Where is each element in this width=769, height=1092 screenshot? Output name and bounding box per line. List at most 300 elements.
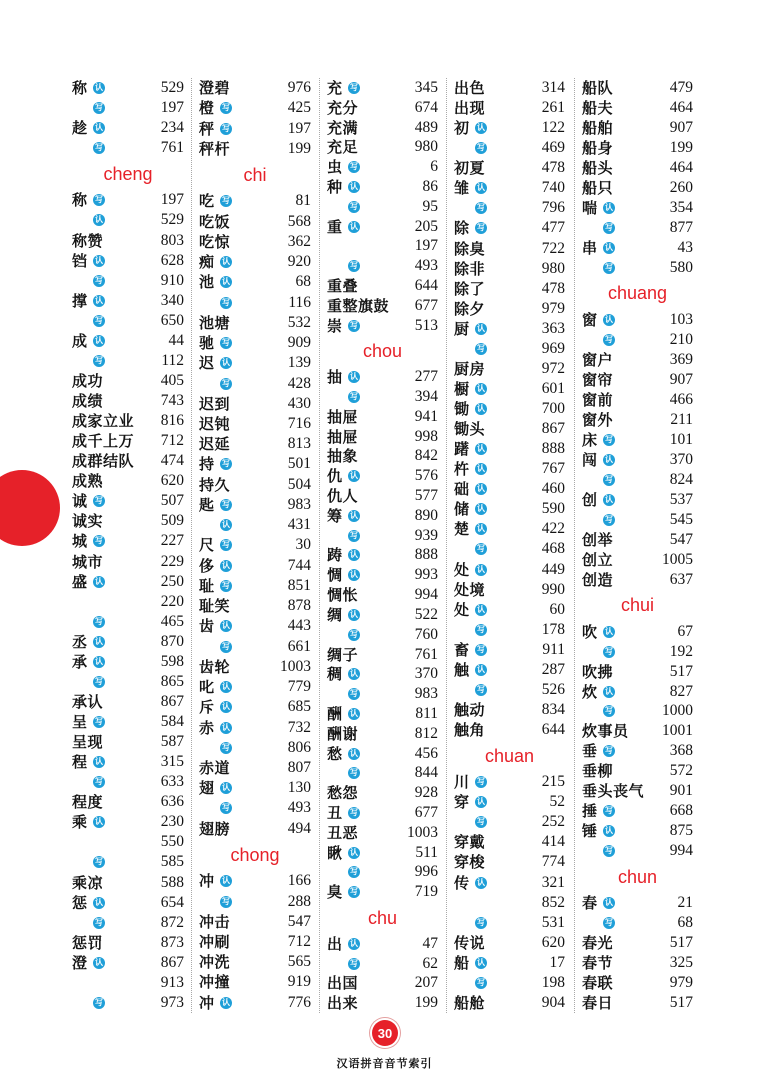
index-entry [72, 913, 184, 933]
entry-page-number: 260 [669, 178, 693, 196]
entry-page-number: 890 [414, 506, 438, 524]
index-entry [72, 491, 184, 511]
index-entry [199, 212, 311, 232]
entry-page-number: 867 [160, 692, 184, 710]
entry-page-number: 507 [160, 492, 184, 510]
index-entry [199, 292, 311, 312]
entry-word: 船身 [582, 138, 614, 157]
entry-page-number: 980 [541, 259, 565, 277]
index-entry [199, 697, 311, 717]
entry-page-number: 469 [541, 139, 565, 157]
index-entry [72, 311, 184, 331]
entry-word: 锄 [454, 400, 470, 419]
write-badge: 写 [477, 223, 485, 233]
index-entry [72, 431, 184, 451]
column-divider [446, 78, 447, 1013]
entry-page-number: 44 [168, 331, 184, 349]
write-badge: 写 [222, 742, 230, 752]
recognize-badge: 认 [222, 560, 230, 570]
entry-page-number: 443 [287, 617, 311, 635]
entry-page-number: 712 [160, 432, 184, 450]
entry-word: 船只 [582, 178, 614, 197]
entry-page-number: 774 [541, 853, 565, 871]
recognize-badge: 认 [605, 898, 613, 908]
index-entry [327, 466, 438, 486]
index-entry [72, 391, 184, 411]
entry-page-number: 1005 [662, 550, 693, 568]
entry-page-number: 478 [541, 279, 565, 297]
entry-page-number: 722 [541, 239, 565, 257]
index-entry [327, 506, 438, 526]
entry-word: 酬谢 [327, 724, 359, 743]
entry-page-number: 844 [414, 764, 438, 782]
index-entry [454, 198, 565, 218]
recognize-badge: 认 [477, 404, 485, 414]
entry-word: 穿梭 [454, 853, 486, 872]
write-badge: 写 [95, 275, 103, 285]
entry-page-number: 996 [414, 863, 438, 881]
entry-word: 迟钝 [199, 415, 231, 433]
write-badge: 写 [477, 777, 485, 787]
entry-page-number: 428 [287, 374, 311, 392]
entry-page-number: 81 [295, 192, 311, 210]
index-entry [454, 118, 565, 138]
write-badge: 写 [222, 803, 230, 813]
entry-page-number: 812 [414, 724, 438, 742]
index-entry [454, 399, 565, 419]
entry-page-number: 493 [287, 799, 311, 817]
index-entry [327, 118, 438, 138]
index-entry [72, 531, 184, 551]
index-entry [327, 565, 438, 585]
index-entry [72, 190, 184, 210]
index-entry [582, 913, 693, 933]
entry-page-number: 531 [541, 913, 565, 931]
entry-page-number: 362 [287, 232, 311, 250]
entry-page-number: 103 [669, 310, 693, 328]
entry-page-number: 425 [287, 99, 311, 117]
entry-page-number: 261 [541, 99, 565, 117]
entry-word: 驰 [199, 334, 215, 353]
index-entry [582, 258, 693, 278]
syllable-heading: chi [243, 164, 267, 185]
index-entry [199, 556, 311, 576]
entry-page-number: 466 [669, 390, 693, 408]
entry-page-number: 139 [287, 354, 311, 372]
write-badge: 写 [222, 499, 230, 509]
entry-page-number: 547 [669, 530, 693, 548]
index-entry [199, 252, 311, 272]
recognize-badge: 认 [95, 335, 103, 345]
index-entry [582, 993, 693, 1013]
index-entry [72, 331, 184, 351]
index-entry [327, 546, 438, 566]
recognize-badge: 认 [222, 520, 230, 530]
write-badge: 写 [95, 355, 103, 365]
index-entry [72, 411, 184, 431]
write-badge: 写 [95, 777, 103, 787]
write-badge: 写 [477, 644, 485, 654]
entry-word: 丑 [327, 804, 343, 823]
entry-page-number: 465 [160, 612, 184, 630]
entry-word: 成 [72, 331, 88, 350]
recognize-badge: 认 [477, 604, 485, 614]
recognize-badge: 认 [477, 444, 485, 454]
entry-word: 出来 [327, 994, 359, 1013]
index-entry [454, 772, 565, 792]
entry-page-number: 449 [541, 560, 565, 578]
write-badge: 写 [350, 768, 358, 778]
entry-word: 楚 [454, 520, 470, 539]
entry-word: 成家立业 [72, 412, 135, 431]
index-entry [327, 387, 438, 407]
index-entry [582, 642, 693, 662]
write-badge: 写 [605, 646, 613, 656]
entry-page-number: 601 [541, 379, 565, 397]
entry-page-number: 314 [541, 79, 565, 97]
entry-word: 稠 [327, 665, 343, 684]
recognize-badge: 认 [605, 686, 613, 696]
entry-word: 创立 [582, 550, 614, 569]
write-badge: 写 [477, 143, 485, 153]
entry-page-number: 68 [295, 273, 311, 291]
entry-page-number: 234 [160, 119, 184, 137]
index-entry [72, 732, 184, 752]
index-entry [199, 535, 311, 555]
entry-page-number: 588 [160, 873, 184, 891]
entry-word: 秤杆 [199, 139, 231, 158]
entry-page-number: 354 [669, 198, 693, 216]
recognize-badge: 认 [222, 722, 230, 732]
entry-word: 城 [72, 532, 88, 551]
index-entry [454, 319, 565, 339]
recognize-badge: 认 [95, 255, 103, 265]
recognize-badge: 认 [95, 123, 103, 133]
entry-page-number: 867 [160, 953, 184, 971]
entry-page-number: 941 [414, 407, 438, 425]
index-entry [199, 819, 311, 839]
entry-page-number: 811 [415, 704, 438, 722]
index-entry [327, 78, 438, 98]
index-entry [327, 934, 438, 954]
index-entry [582, 310, 693, 330]
index-entry [454, 419, 565, 439]
entry-page-number: 215 [541, 773, 565, 791]
recognize-badge: 认 [477, 797, 485, 807]
entry-page-number: 920 [287, 253, 311, 271]
recognize-badge: 认 [477, 464, 485, 474]
entry-word: 初 [454, 119, 470, 138]
entry-word: 橙 [199, 99, 215, 118]
write-badge: 写 [350, 320, 358, 330]
entry-word: 诚 [72, 492, 88, 511]
syllable-heading: chui [620, 595, 655, 616]
entry-page-number: 422 [541, 520, 565, 538]
index-entry [327, 256, 438, 276]
column-divider [574, 78, 575, 1013]
index-entry [199, 232, 311, 252]
entry-page-number: 685 [287, 698, 311, 716]
column-divider [319, 78, 320, 1013]
index-entry [454, 700, 565, 720]
entry-word: 叱 [199, 678, 215, 697]
entry-word: 迟延 [199, 435, 231, 454]
entry-page-number: 198 [541, 973, 565, 991]
recognize-badge: 认 [350, 570, 358, 580]
recognize-badge: 认 [477, 957, 485, 967]
index-entry [454, 993, 565, 1013]
index-entry [72, 852, 184, 872]
index-entry [327, 882, 438, 902]
index-entry [327, 447, 438, 467]
entry-page-number: 767 [541, 460, 565, 478]
index-entry [582, 350, 693, 370]
index-entry [72, 993, 184, 1013]
entry-word: 丞 [72, 632, 88, 651]
entry-word: 冲击 [199, 912, 231, 931]
syllable-heading: chuan [484, 745, 535, 766]
index-entry [582, 510, 693, 530]
index-entry [72, 973, 184, 993]
entry-word: 捶 [582, 802, 598, 821]
index-entry [454, 499, 565, 519]
index-entry [454, 359, 565, 379]
index-entry [72, 551, 184, 571]
entry-word: 耻 [199, 576, 215, 595]
recognize-badge: 认 [350, 669, 358, 679]
recognize-badge: 认 [95, 636, 103, 646]
entry-word: 诚实 [72, 512, 104, 531]
write-badge: 写 [605, 706, 613, 716]
entry-word: 吹 [582, 622, 598, 641]
index-entry [327, 843, 438, 863]
entry-page-number: 980 [414, 138, 438, 156]
entry-page-number: 565 [287, 953, 311, 971]
index-entry [199, 758, 311, 778]
entry-word: 成熟 [72, 472, 104, 491]
index-entry [72, 451, 184, 471]
index-entry [582, 781, 693, 801]
entry-page-number: 368 [669, 742, 693, 760]
index-entry [327, 744, 438, 764]
entry-word: 迟 [199, 354, 215, 373]
index-entry [454, 259, 565, 279]
index-entry [454, 279, 565, 299]
index-entry [72, 652, 184, 672]
entry-word: 橱 [454, 379, 470, 398]
entry-word: 澄 [72, 953, 88, 972]
entry-word: 锤 [582, 822, 598, 841]
index-entry [199, 353, 311, 373]
index-entry [454, 640, 565, 660]
entry-page-number: 910 [160, 271, 184, 289]
entry-word: 称赞 [72, 231, 104, 250]
index-entry [582, 390, 693, 410]
entry-word: 澄碧 [199, 79, 231, 98]
index-entry [454, 973, 565, 993]
index-entry [454, 479, 565, 499]
write-badge: 写 [605, 746, 613, 756]
write-badge: 写 [222, 641, 230, 651]
entry-word: 触动 [454, 700, 486, 719]
entry-word: 炊 [582, 682, 598, 701]
entry-page-number: 939 [414, 526, 438, 544]
entry-word: 惆 [327, 566, 343, 585]
entry-page-number: 990 [541, 580, 565, 598]
recognize-badge: 认 [222, 621, 230, 631]
page-number-badge: 30 [372, 1020, 398, 1046]
write-badge: 写 [477, 203, 485, 213]
write-badge: 写 [605, 806, 613, 816]
entry-page-number: 580 [669, 258, 693, 276]
entry-page-number: 976 [287, 79, 311, 97]
write-badge: 写 [350, 261, 358, 271]
index-entry [582, 138, 693, 158]
entry-word: 乘 [72, 813, 88, 832]
write-badge: 写 [222, 580, 230, 590]
recognize-badge: 认 [477, 123, 485, 133]
entry-page-number: 199 [287, 139, 311, 157]
index-entry [199, 891, 311, 911]
entry-page-number: 824 [669, 470, 693, 488]
entry-word: 处 [454, 600, 470, 619]
entry-page-number: 776 [287, 993, 311, 1011]
entry-page-number: 760 [414, 625, 438, 643]
syllable-heading: chong [230, 844, 280, 865]
index-entry [199, 636, 311, 656]
recognize-badge: 认 [477, 504, 485, 514]
entry-page-number: 112 [161, 351, 184, 369]
entry-word: 穿戴 [454, 833, 486, 852]
write-badge: 写 [95, 496, 103, 506]
entry-page-number: 983 [287, 495, 311, 513]
write-badge: 写 [222, 297, 230, 307]
index-entry [454, 218, 565, 238]
entry-word: 充满 [327, 118, 359, 137]
recognize-badge: 认 [95, 897, 103, 907]
write-badge: 写 [605, 222, 613, 232]
entry-word: 窗 [582, 310, 598, 329]
entry-page-number: 888 [414, 546, 438, 564]
write-badge: 写 [95, 103, 103, 113]
entry-page-number: 719 [414, 883, 438, 901]
index-entry [582, 330, 693, 350]
entry-page-number: 803 [160, 231, 184, 249]
entry-word: 惆怅 [327, 586, 359, 605]
entry-page-number: 363 [541, 319, 565, 337]
index-entry [199, 414, 311, 434]
entry-word: 种 [327, 177, 343, 196]
entry-page-number: 712 [287, 933, 311, 950]
entry-word: 船头 [582, 158, 614, 177]
entry-word: 春日 [582, 994, 614, 1013]
entry-page-number: 796 [541, 199, 565, 217]
recognize-badge: 认 [477, 524, 485, 534]
entry-word: 串 [582, 238, 598, 257]
entry-page-number: 211 [670, 410, 693, 428]
entry-word: 瞅 [327, 843, 343, 862]
index-entry [199, 454, 311, 474]
index-entry [454, 459, 565, 479]
entry-page-number: 116 [288, 293, 311, 311]
entry-page-number: 192 [669, 642, 693, 660]
entry-page-number: 983 [414, 685, 438, 703]
recognize-badge: 认 [95, 295, 103, 305]
index-entry [454, 792, 565, 812]
entry-page-number: 529 [160, 79, 184, 97]
entry-word: 穿 [454, 793, 470, 812]
index-entry [454, 439, 565, 459]
entry-page-number: 928 [414, 784, 438, 802]
index-entry [582, 953, 693, 973]
entry-page-number: 287 [541, 660, 565, 678]
entry-page-number: 644 [541, 721, 565, 739]
entry-word: 齿 [199, 617, 215, 636]
entry-word: 传 [454, 873, 470, 892]
write-badge: 写 [605, 434, 613, 444]
index-entry [327, 724, 438, 744]
index-entry [72, 138, 184, 158]
index-entry [72, 78, 184, 98]
entry-word: 床 [582, 430, 598, 449]
entry-page-number: 489 [414, 118, 438, 136]
entry-page-number: 661 [287, 637, 311, 655]
write-badge: 写 [95, 717, 103, 727]
entry-page-number: 1003 [407, 823, 438, 841]
index-entry [72, 812, 184, 832]
recognize-badge: 认 [605, 314, 613, 324]
index-entry [199, 798, 311, 818]
entry-page-number: 517 [669, 934, 693, 952]
entry-page-number: 430 [287, 394, 311, 412]
recognize-badge: 认 [477, 484, 485, 494]
entry-word: 川 [454, 773, 470, 792]
index-entry [582, 98, 693, 118]
entry-page-number: 1000 [662, 702, 693, 720]
index-entry [72, 792, 184, 812]
red-edge-tab-circle [0, 470, 60, 546]
index-entry [327, 664, 438, 684]
entry-word: 斥 [199, 698, 215, 717]
entry-word: 冲洗 [199, 953, 231, 972]
entry-word: 充足 [327, 138, 359, 157]
entry-page-number: 122 [541, 119, 565, 137]
entry-page-number: 677 [414, 296, 438, 314]
index-entry [199, 596, 311, 616]
recognize-badge: 认 [605, 454, 613, 464]
index-entry [72, 592, 184, 612]
entry-page-number: 250 [160, 572, 184, 590]
index-entry [454, 620, 565, 640]
entry-page-number: 522 [414, 605, 438, 623]
recognize-badge: 认 [222, 277, 230, 287]
entry-page-number: 52 [549, 793, 565, 811]
entry-page-number: 744 [287, 556, 311, 574]
entry-page-number: 460 [541, 480, 565, 498]
entry-word: 垂头丧气 [582, 782, 645, 801]
entry-page-number: 620 [541, 933, 565, 951]
write-badge: 写 [222, 378, 230, 388]
index-entry [454, 872, 565, 892]
index-entry [72, 772, 184, 792]
entry-word: 赤 [199, 718, 215, 737]
entry-word: 抽屉 [327, 427, 359, 446]
entry-page-number: 478 [541, 159, 565, 177]
entry-word: 除非 [454, 259, 486, 278]
entry-word: 出现 [454, 99, 486, 118]
entry-page-number: 532 [287, 313, 311, 331]
syllable-heading: chu [367, 907, 398, 928]
